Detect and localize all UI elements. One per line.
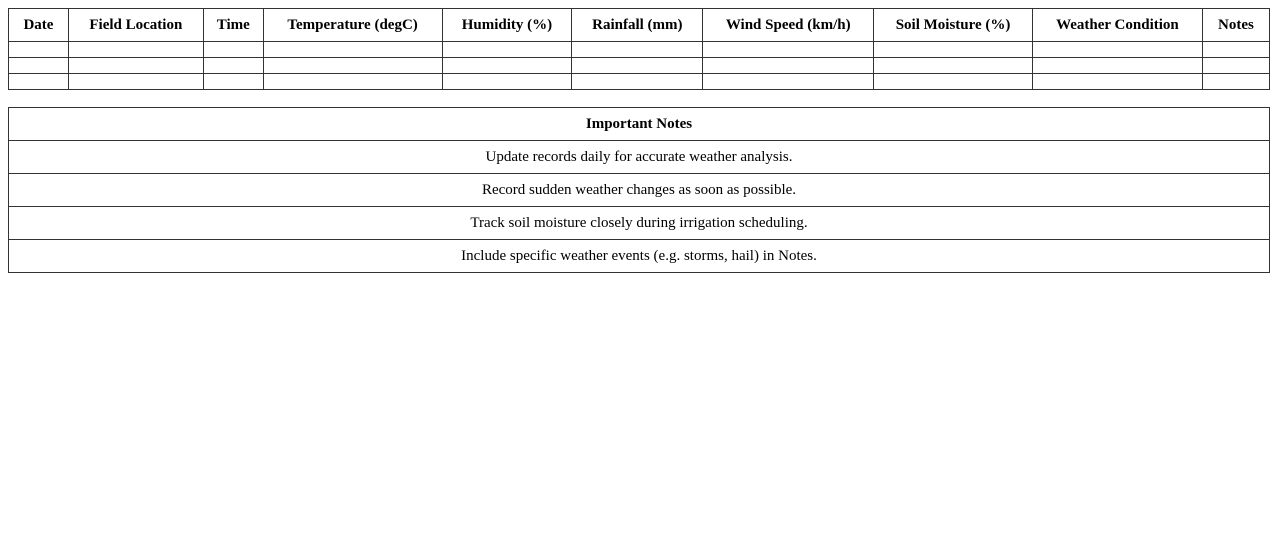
note-item-row <box>9 141 1270 174</box>
empty-cell-wind-speed <box>703 42 874 58</box>
note-item-row <box>9 240 1270 273</box>
empty-cell-notes <box>1202 58 1269 74</box>
empty-cell-date <box>9 74 69 90</box>
empty-cell-field-location <box>68 42 203 58</box>
note-item-text: Track soil moisture closely during irrigation scheduling. <box>9 207 1270 240</box>
empty-cell-notes <box>1202 42 1269 58</box>
empty-cell-field-location <box>68 74 203 90</box>
column-header-humidity: Humidity (%) <box>442 9 572 42</box>
empty-cell-rainfall <box>572 42 703 58</box>
note-item-text: Update records daily for accurate weather analysis. <box>9 141 1270 174</box>
column-header-weather-condition: Weather Condition <box>1033 9 1203 42</box>
empty-cell-temperature <box>263 58 442 74</box>
column-header-wind-speed: Wind Speed (km/h) <box>703 9 874 42</box>
column-header-date: Date <box>9 9 69 42</box>
weather-log-table <box>8 8 1270 90</box>
important-notes-header-row <box>9 108 1270 141</box>
table-row <box>9 58 1270 74</box>
empty-cell-weather-condition <box>1033 42 1203 58</box>
empty-cell-humidity <box>442 42 572 58</box>
empty-cell-field-location <box>68 58 203 74</box>
note-item-text: Record sudden weather changes as soon as possible. <box>9 174 1270 207</box>
table-row <box>9 42 1270 58</box>
empty-cell-wind-speed <box>703 74 874 90</box>
column-header-notes: Notes <box>1202 9 1269 42</box>
note-item-row <box>9 174 1270 207</box>
column-header-field-location: Field Location <box>68 9 203 42</box>
table-row <box>9 74 1270 90</box>
empty-cell-time <box>203 58 263 74</box>
empty-cell-weather-condition <box>1033 58 1203 74</box>
column-header-rainfall: Rainfall (mm) <box>572 9 703 42</box>
column-header-temperature: Temperature (degC) <box>263 9 442 42</box>
empty-cell-rainfall <box>572 74 703 90</box>
empty-cell-humidity <box>442 58 572 74</box>
empty-cell-notes <box>1202 74 1269 90</box>
empty-cell-temperature <box>263 42 442 58</box>
empty-cell-humidity <box>442 74 572 90</box>
empty-cell-date <box>9 58 69 74</box>
empty-cell-wind-speed <box>703 58 874 74</box>
empty-cell-soil-moisture <box>874 74 1033 90</box>
empty-cell-temperature <box>263 74 442 90</box>
column-header-time: Time <box>203 9 263 42</box>
empty-cell-rainfall <box>572 58 703 74</box>
header-row <box>9 9 1270 42</box>
important-notes-title: Important Notes <box>9 108 1270 141</box>
empty-cell-date <box>9 42 69 58</box>
note-item-row <box>9 207 1270 240</box>
empty-cell-weather-condition <box>1033 74 1203 90</box>
column-header-soil-moisture: Soil Moisture (%) <box>874 9 1033 42</box>
empty-cell-time <box>203 74 263 90</box>
empty-cell-soil-moisture <box>874 42 1033 58</box>
empty-cell-time <box>203 42 263 58</box>
important-notes-table <box>8 107 1270 273</box>
note-item-text: Include specific weather events (e.g. storms, hail) in Notes. <box>9 240 1270 273</box>
empty-cell-soil-moisture <box>874 58 1033 74</box>
